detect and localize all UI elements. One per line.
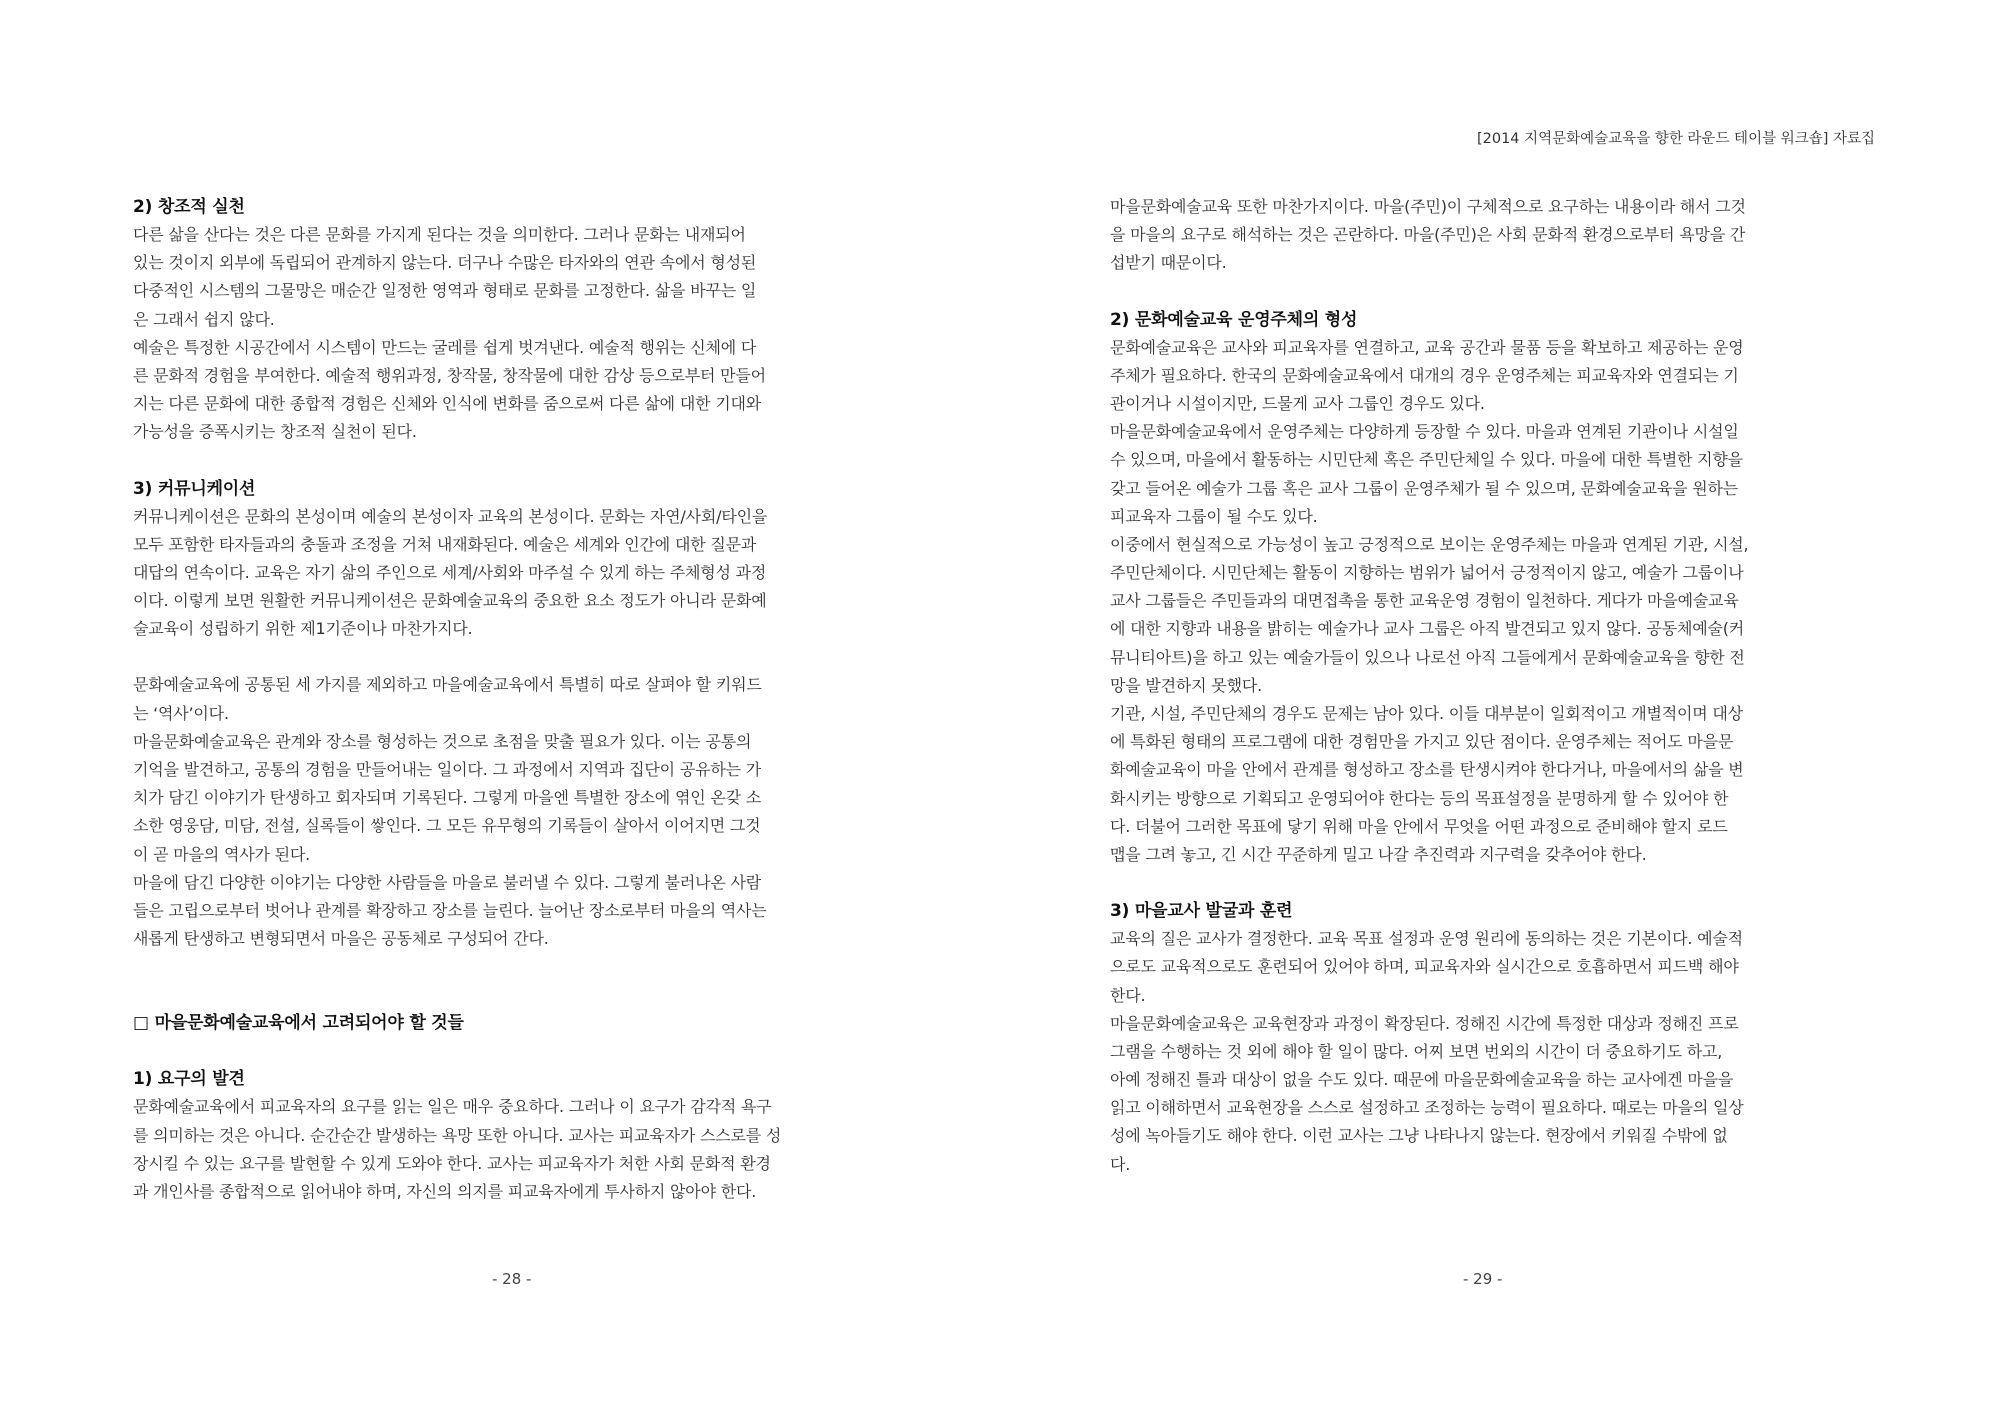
text-line: 아예 정해진 틀과 대상이 없을 수도 있다. 때문에 마을문화예술교육을 하는 교사에겐 마을을 (1110, 1070, 1734, 1090)
paragraph (133, 1093, 903, 1206)
paragraph (133, 869, 903, 954)
text-line: 기관, 시설, 주민단체의 경우도 문제는 남아 있다. 이들 대부분이 일회적이고 개별적이며 대상 (1110, 704, 1743, 723)
paragraph (133, 671, 903, 727)
text-line: 기억을 발견하고, 공통의 경험을 만들어내는 일이다. 그 과정에서 지역과 집단이 공유하는 가 (133, 760, 761, 779)
text-line: 다. (1110, 1154, 1131, 1174)
paragraph (1110, 418, 1880, 531)
spacer (133, 447, 903, 475)
text-line: 그램을 수행하는 것 외에 해야 할 일이 많다. 어찌 보면 번외의 시간이 더 중요하기도 하고, (1110, 1041, 1723, 1061)
text-line: 화시키는 방향으로 기획되고 운영되어야 한다는 등의 목표설정을 분명하게 할 수 있어야 한 (1110, 788, 1729, 808)
paragraph (133, 728, 903, 869)
running-header: [2014 지역문화예술교육을 향한 라운드 테이블 워크숍] 자료집 (1476, 131, 1875, 147)
text-line: 마을문화예술교육 또한 마찬가지이다. 마을(주민)이 구체적으로 요구하는 내용이라 해서 그것 (1110, 197, 1746, 216)
right-page (1000, 0, 2000, 1413)
right-page-body (1110, 193, 1880, 1179)
text-line: 주민단체이다. 시민단체는 활동이 지향하는 범위가 넓어서 긍정적이지 않고, 예술가 그룹이나 (1110, 563, 1744, 583)
paragraph (1110, 193, 1880, 278)
text-line: 섭받기 때문이다. (1110, 253, 1227, 273)
spacer (133, 643, 903, 671)
text-line: 문화예술교육은 교사와 피교육자를 연결하고, 교육 공간과 물품 등을 확보하고 제공하는 운영 (1110, 337, 1744, 357)
text-line: 다중적인 시스템의 그물망은 매순간 일정한 영역과 형태로 문화를 고정한다. 삶을 바꾸는 일 (133, 281, 757, 301)
text-line: 관이거나 시설이지만, 드물게 교사 그룹인 경우도 있다. (1110, 393, 1485, 413)
section-heading: 2) 창조적 실천 (133, 197, 245, 217)
text-line: 가능성을 증폭시키는 창조적 실천이 된다. (133, 422, 417, 442)
text-line: 치가 담긴 이야기가 탄생하고 회자되며 기록된다. 그렇게 마을엔 특별한 장소에 엮인 온갖 소 (133, 788, 761, 808)
text-line: 새롭게 탄생하고 변형되면서 마을은 공동체로 구성되어 간다. (133, 929, 549, 949)
text-line: 른 문화적 경험을 부여한다. 예술적 행위과정, 창작물, 창작물에 대한 감상 등으로부터 만들어 (133, 365, 766, 385)
text-line: 에 특화된 형태의 프로그램에 대한 경험만을 가지고 있단 점이다. 운영주체는 적어도 마을문 (1110, 732, 1734, 752)
text-line: 교사 그룹들은 주민들과의 대면접촉을 통한 교육운영 경험이 일천하다. 게다가 마을예술교육 (1110, 591, 1739, 611)
page-number-right: - 29 - (1463, 1270, 1503, 1288)
paragraph (133, 334, 903, 447)
section-heading: 3) 커뮤니케이션 (133, 478, 256, 499)
text-line: 뮤니티아트)을 하고 있는 예술가들이 있으나 나로선 아직 그들에게서 문화예술교육을 향한 전 (1110, 647, 1745, 667)
paragraph (1110, 925, 1880, 1010)
paragraph (133, 221, 903, 334)
text-line: 지는 다른 문화에 대한 종합적 경험은 신체와 인식에 변화를 줌으로써 다른 삶에 대한 기대와 (133, 394, 761, 414)
spacer (1110, 869, 1880, 897)
section-heading: 2) 문화예술교육 운영주체의 형성 (1110, 309, 1358, 330)
text-line: 한다. (1110, 985, 1146, 1005)
text-line: 들은 고립으로부터 벗어나 관계를 확장하고 장소를 늘린다. 늘어난 장소로부터 마을의 역사는 (133, 900, 767, 920)
paragraph (1110, 334, 1880, 419)
text-line: 장시킬 수 있는 요구를 발현할 수 있게 도와야 한다. 교사는 피교육자가 처한 사회 문화적 환경 (133, 1153, 771, 1173)
text-line: 과 개인사를 종합적으로 읽어내야 하며, 자신의 의지를 피교육자에게 투사하지 않아야 한다. (133, 1181, 757, 1201)
text-line: 는 ‘역사’이다. (133, 703, 229, 723)
text-line: 문화예술교육에 공통된 세 가지를 제외하고 마을예술교육에서 특별히 따로 살펴야 할 키워드 (133, 675, 762, 695)
left-page-body (133, 193, 903, 1206)
text-line: 이 곧 마을의 역사가 된다. (133, 844, 310, 864)
text-line: 갖고 들어온 예술가 그룹 혹은 교사 그룹이 운영주체가 될 수 있으며, 문화예술교육을 원하는 (1110, 478, 1738, 498)
paragraph (133, 503, 903, 644)
text-line: 주체가 필요하다. 한국의 문화예술교육에서 대개의 경우 운영주체는 피교육자와 연결되는 기 (1110, 365, 1739, 385)
text-line: 다른 삶을 산다는 것은 다른 문화를 가지게 된다는 것을 의미한다. 그러나 문화는 내재되어 (133, 225, 746, 244)
text-line: 이다. 이렇게 보면 원활한 커뮤니케이션은 문화예술교육의 중요한 요소 정도가 아니라 문화예 (133, 591, 767, 611)
spacer (133, 953, 903, 1009)
text-line: 이중에서 현실적으로 가능성이 높고 긍정적으로 보이는 운영주체는 마을과 연계된 기관, 시설, (1110, 534, 1749, 554)
text-line: 맵을 그려 놓고, 긴 시간 꾸준하게 밀고 나갈 추진력과 지구력을 갖추어야 한다. (1110, 844, 1647, 864)
page-number-left: - 28 - (492, 1270, 532, 1288)
spacer (133, 1037, 903, 1065)
text-line: 화예술교육이 마을 안에서 관계를 형성하고 장소를 탄생시켜야 한다거나, 마을에서의 삶을 변 (1110, 760, 1744, 780)
paragraph (1110, 700, 1880, 869)
text-line: 술교육이 성립하기 위한 제1기준이나 마찬가지다. (133, 619, 473, 639)
section-heading: 1) 요구의 발견 (133, 1069, 245, 1090)
text-line: 모두 포함한 타자들과의 충돌과 조정을 거쳐 내재화된다. 예술은 세계와 인간에 대한 질문과 (133, 534, 757, 554)
text-line: 을 마을의 요구로 해석하는 것은 곤란하다. 마을(주민)은 사회 문화적 환경으로부터 욕망을 간 (1110, 225, 1746, 245)
text-line: 예술은 특정한 시공간에서 시스템이 만드는 굴레를 쉽게 벗겨낸다. 예술적 행위는 신체에 다 (133, 337, 757, 357)
text-line: 대답의 연속이다. 교육은 자기 삶의 주인으로 세계/사회와 마주설 수 있게 하는 주체형성 과정 (133, 562, 767, 582)
text-line: 문화예술교육에서 피교육자의 요구를 읽는 일은 매우 중요하다. 그러나 이 요구가 감각적 욕구 (133, 1097, 772, 1117)
paragraph (1110, 531, 1880, 700)
text-line: 에 대한 지향과 내용을 밝히는 예술가나 교사 그룹은 아직 발견되고 있지 않다. 공동체예술(커 (1110, 619, 1745, 639)
text-line: 읽고 이해하면서 교육현장을 스스로 설정하고 조정하는 능력이 필요하다. 때로는 마을의 일상 (1110, 1098, 1744, 1118)
text-line: 다. 더불어 그러한 목표에 닿기 위해 마을 안에서 무엇을 어떤 과정으로 준비해야 할지 로드 (1110, 816, 1728, 836)
text-line: 마을문화예술교육은 교육현장과 과정이 확장된다. 정해진 시간에 특정한 대상과 정해진 프로 (1110, 1013, 1739, 1033)
text-line: 교육의 질은 교사가 결정한다. 교육 목표 설정과 운영 원리에 동의하는 것은 기본이다. 예술적 (1110, 929, 1743, 949)
text-line: 마을문화예술교육에서 운영주체는 다양하게 등장할 수 있다. 마을과 연계된 기관이나 시설일 (1110, 422, 1739, 442)
text-line: 마을에 담긴 다양한 이야기는 다양한 사람들을 마을로 불러낼 수 있다. 그렇게 불러나온 사람 (133, 872, 761, 892)
text-line: 를 의미하는 것은 아니다. 순간순간 발생하는 욕망 또한 아니다. 교사는 피교육자가 스스로를 성 (133, 1125, 782, 1145)
text-line: 소한 영웅담, 미담, 전설, 실록들이 쌓인다. 그 모든 유무형의 기록들이 살아서 이어지면 그것 (133, 816, 761, 836)
text-line: 은 그래서 쉽지 않다. (133, 309, 275, 329)
text-line: 망을 발견하지 못했다. (1110, 675, 1262, 695)
text-line: 커뮤니케이션은 문화의 본성이며 예술의 본성이자 교육의 본성이다. 문화는 자연/사회/타인을 (133, 506, 768, 526)
paragraph (1110, 1010, 1880, 1179)
text-line: 으로도 교육적으로도 훈련되어 있어야 하며, 피교육자와 실시간으로 호흡하면서 피드백 해야 (1110, 957, 1739, 977)
section-heading: □ 마을문화예술교육에서 고려되어야 할 것들 (133, 1013, 464, 1034)
section-heading: 3) 마을교사 발굴과 훈련 (1110, 901, 1293, 922)
text-line: 수 있으며, 마을에서 활동하는 시민단체 혹은 주민단체일 수 있다. 마을에 대한 특별한 지향을 (1110, 450, 1743, 470)
text-line: 마을문화예술교육은 관계와 장소를 형성하는 것으로 초점을 맞출 필요가 있다. 이는 공통의 (133, 731, 752, 751)
text-line: 피교육자 그룹이 될 수도 있다. (1110, 506, 1318, 526)
spacer (1110, 278, 1880, 306)
text-line: 성에 녹아들기도 해야 한다. 이런 교사는 그냥 나타나지 않는다. 현장에서 키워질 수밖에 없 (1110, 1126, 1728, 1146)
text-line: 있는 것이지 외부에 독립되어 관계하지 않는다. 더구나 수많은 타자와의 연관 속에서 형성된 (133, 253, 757, 273)
